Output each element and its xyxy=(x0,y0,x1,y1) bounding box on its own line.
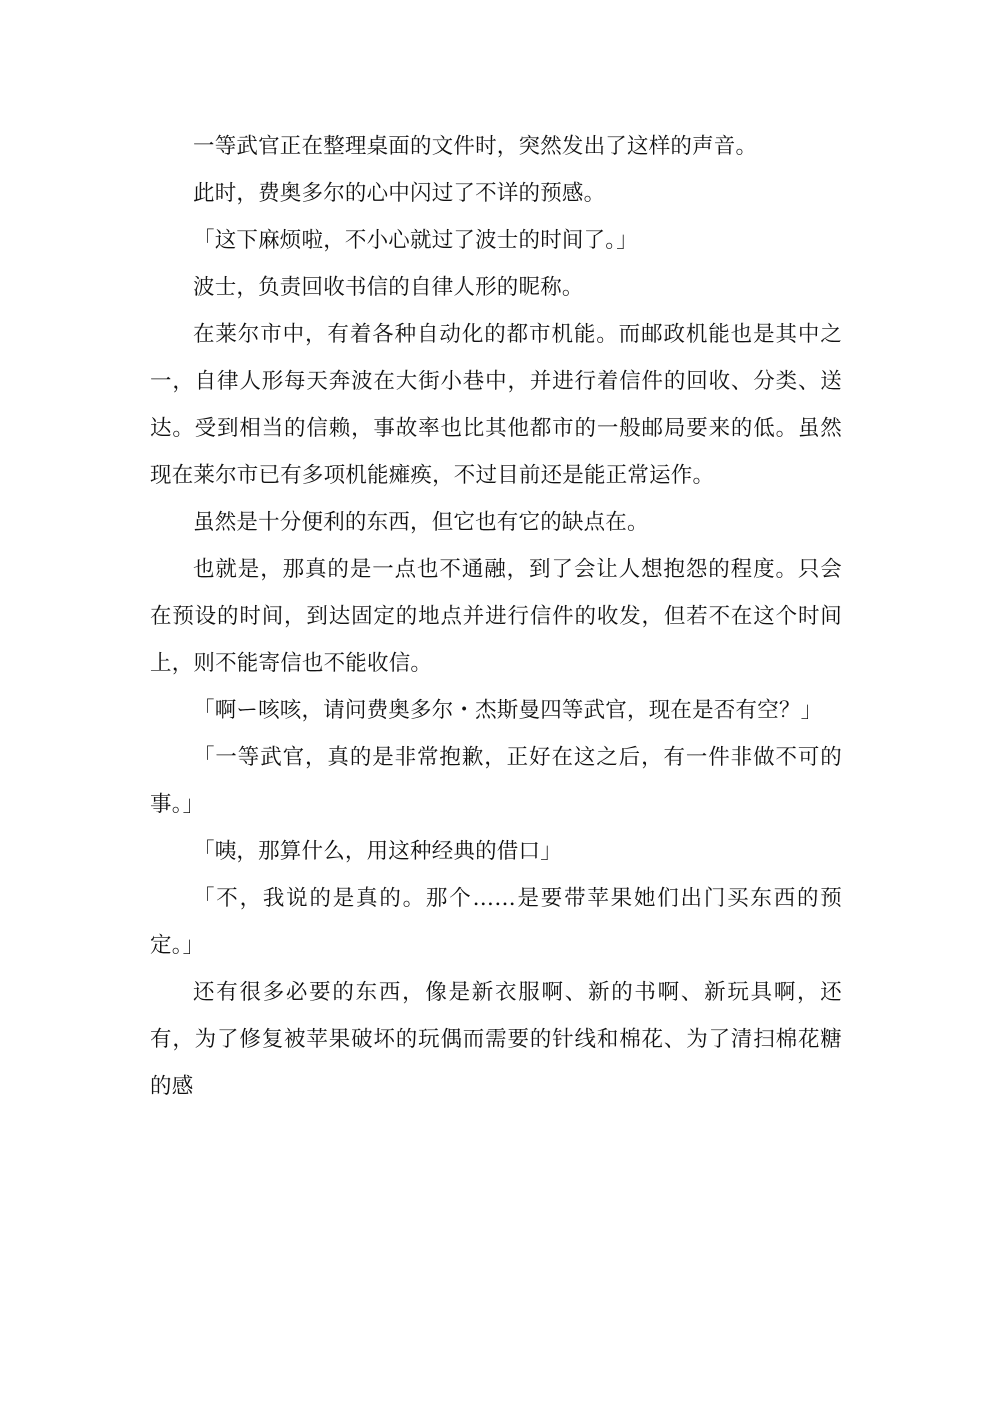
paragraph: 虽然是十分便利的东西，但它也有它的缺点在。 xyxy=(193,510,649,535)
paragraph: 「啊ー咳咳，请问费奥多尔・杰斯曼四等武官，现在是否有空？」 xyxy=(193,698,823,723)
paragraph: 此时，费奥多尔的心中闪过了不详的预感。 xyxy=(193,181,606,206)
document-page xyxy=(150,123,842,1110)
paragraph: 「咦，那算什么，用这种经典的借口」 xyxy=(193,839,562,864)
paragraph: 波士，负责回收书信的自律人形的昵称。 xyxy=(193,275,584,300)
paragraph: 在莱尔市中，有着各种自动化的都市机能。而邮政机能也是其中之一，自律人形每天奔波在大街小巷中，并进行着信件的回收、分类、送达。受到相当的信赖，事故率也比其他都市的一般邮局要来的低。虽然现在莱尔市已有多项机能瘫痪，不过目前还是能正常运作。 xyxy=(150,322,842,488)
paragraph: 「不，我说的是真的。那个……是要带苹果她们出门买东西的预定。」 xyxy=(150,886,842,958)
paragraph: 「这下麻烦啦，不小心就过了波士的时间了。」 xyxy=(193,228,638,253)
paragraph: 也就是，那真的是一点也不通融，到了会让人想抱怨的程度。只会在预设的时间，到达固定的地点并进行信件的收发，但若不在这个时间上，则不能寄信也不能收信。 xyxy=(150,557,842,676)
paragraph: 「一等武官，真的是非常抱歉，正好在这之后，有一件非做不可的事。」 xyxy=(150,745,842,817)
paragraph: 还有很多必要的东西，像是新衣服啊、新的书啊、新玩具啊，还有，为了修复被苹果破坏的玩偶而需要的针线和棉花、为了清扫棉花糖的感 xyxy=(150,980,842,1099)
paragraph: 一等武官正在整理桌面的文件时，突然发出了这样的声音。 xyxy=(193,134,758,159)
